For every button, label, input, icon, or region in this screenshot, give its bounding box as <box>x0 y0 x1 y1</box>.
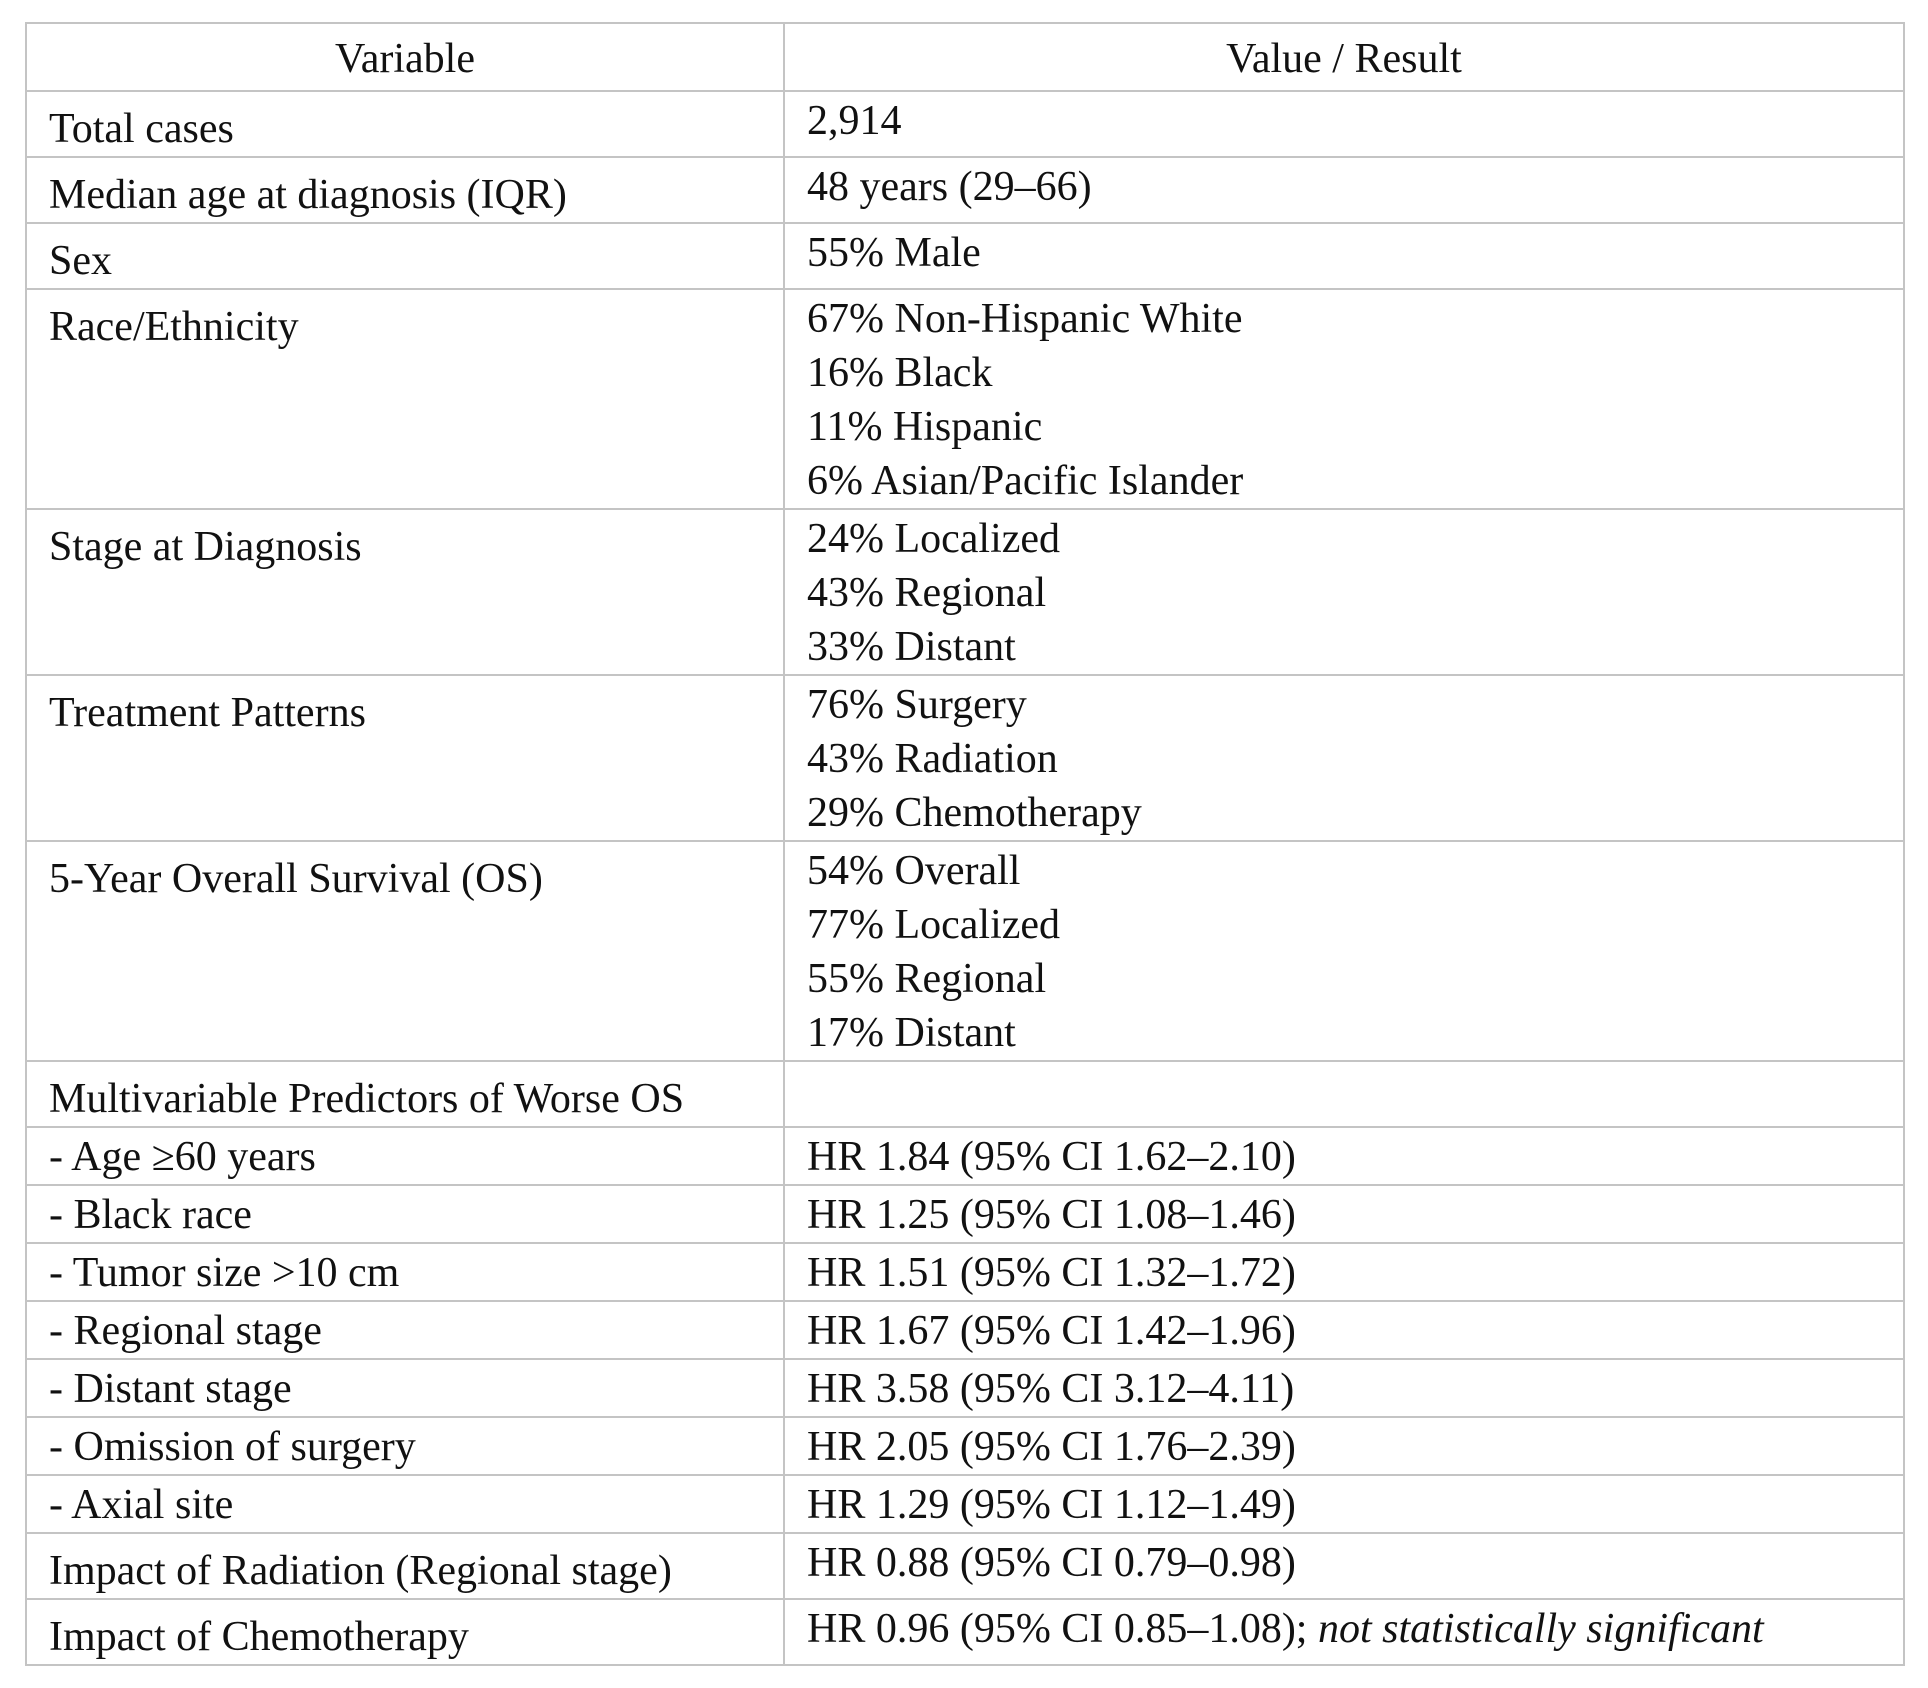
value-cell <box>784 157 1904 223</box>
table-row <box>26 1359 1904 1417</box>
value-line: 2,914 <box>807 98 902 144</box>
value-line: HR 1.29 (95% CI 1.12–1.49) <box>807 1482 1296 1528</box>
variable-cell: 5-Year Overall Survival (OS) <box>26 841 784 1061</box>
variable-cell: Race/Ethnicity <box>26 289 784 509</box>
value-line: 43% Radiation <box>807 736 1058 782</box>
value-line: 33% Distant <box>807 624 1016 670</box>
value-line: 54% Overall <box>807 848 1021 894</box>
value-line: 29% Chemotherapy <box>807 790 1142 836</box>
value-cell <box>784 1243 1904 1301</box>
value-line: HR 1.25 (95% CI 1.08–1.46) <box>807 1192 1296 1238</box>
header-variable: Variable <box>26 23 784 91</box>
table-row <box>26 1127 1904 1185</box>
value-line: HR 1.51 (95% CI 1.32–1.72) <box>807 1250 1296 1296</box>
table-row <box>26 1301 1904 1359</box>
table-row <box>26 1061 1904 1127</box>
significance-note: not statistically significant <box>1317 1606 1764 1652</box>
table-row <box>26 1185 1904 1243</box>
value-line: 6% Asian/Pacific Islander <box>807 458 1244 504</box>
table-row <box>26 509 1904 675</box>
variable-cell: Impact of Chemotherapy <box>26 1599 784 1665</box>
value-line: 77% Localized <box>807 902 1061 948</box>
value-line: 17% Distant <box>807 1010 1016 1056</box>
table-row <box>26 1243 1904 1301</box>
value-line: 55% Regional <box>807 956 1047 1002</box>
value-cell <box>784 509 1904 675</box>
value-cell <box>784 223 1904 289</box>
variable-cell: Median age at diagnosis (IQR) <box>26 157 784 223</box>
table-row <box>26 289 1904 509</box>
variable-cell: - Tumor size >10 cm <box>26 1243 784 1301</box>
value-line: HR 2.05 (95% CI 1.76–2.39) <box>807 1424 1296 1470</box>
variable-cell: - Regional stage <box>26 1301 784 1359</box>
value-cell <box>784 1185 1904 1243</box>
results-table-container <box>25 22 1905 1666</box>
value-cell <box>784 1061 1904 1127</box>
table-row <box>26 1599 1904 1665</box>
variable-cell: Total cases <box>26 91 784 157</box>
table-row <box>26 223 1904 289</box>
table-row <box>26 157 1904 223</box>
table-row <box>26 675 1904 841</box>
variable-cell: Treatment Patterns <box>26 675 784 841</box>
value-line: 48 years (29–66) <box>807 164 1092 210</box>
value-line: HR 1.84 (95% CI 1.62–2.10) <box>807 1134 1296 1180</box>
value-line: HR 1.67 (95% CI 1.42–1.96) <box>807 1308 1296 1354</box>
value-line: HR 0.88 (95% CI 0.79–0.98) <box>807 1540 1296 1586</box>
table-row <box>26 91 1904 157</box>
header-value-result: Value / Result <box>784 23 1904 91</box>
value-cell <box>784 841 1904 1061</box>
value-cell <box>784 1127 1904 1185</box>
variable-cell: - Distant stage <box>26 1359 784 1417</box>
table-body <box>26 91 1904 1665</box>
value-cell <box>784 1533 1904 1599</box>
value-line: HR 0.96 (95% CI 0.85–1.08); <box>807 1606 1308 1652</box>
variable-cell: Multivariable Predictors of Worse OS <box>26 1061 784 1127</box>
value-line: 43% Regional <box>807 570 1047 616</box>
variable-cell: - Black race <box>26 1185 784 1243</box>
variable-cell: Sex <box>26 223 784 289</box>
variable-cell: Impact of Radiation (Regional stage) <box>26 1533 784 1599</box>
variable-cell: Stage at Diagnosis <box>26 509 784 675</box>
value-cell <box>784 1475 1904 1533</box>
variable-cell: - Omission of surgery <box>26 1417 784 1475</box>
value-cell <box>784 91 1904 157</box>
table-header-row <box>26 23 1904 91</box>
value-cell <box>784 675 1904 841</box>
value-line: 76% Surgery <box>807 682 1027 728</box>
value-cell <box>784 1301 1904 1359</box>
value-line: 11% Hispanic <box>807 404 1043 450</box>
table-row <box>26 1475 1904 1533</box>
value-line: HR 3.58 (95% CI 3.12–4.11) <box>807 1366 1295 1412</box>
table-row <box>26 1417 1904 1475</box>
value-line: 16% Black <box>807 350 993 396</box>
value-cell <box>784 1599 1904 1665</box>
results-table <box>25 22 1905 1666</box>
value-cell <box>784 289 1904 509</box>
value-cell <box>784 1417 1904 1475</box>
value-cell <box>784 1359 1904 1417</box>
table-row <box>26 841 1904 1061</box>
table-row <box>26 1533 1904 1599</box>
value-line: 55% Male <box>807 230 981 276</box>
variable-cell: - Age ≥60 years <box>26 1127 784 1185</box>
value-line: 67% Non-Hispanic White <box>807 296 1243 342</box>
variable-cell: - Axial site <box>26 1475 784 1533</box>
value-line: 24% Localized <box>807 516 1061 562</box>
